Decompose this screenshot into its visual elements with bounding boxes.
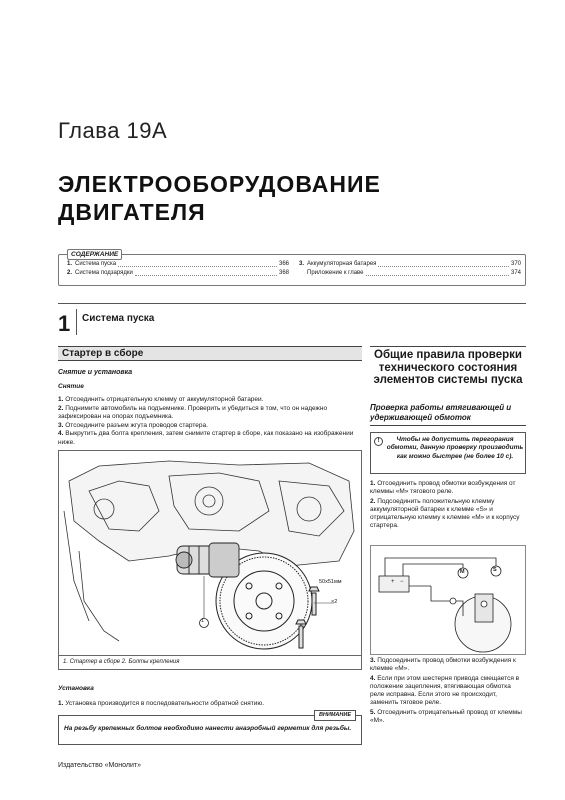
circuit-diagram bbox=[370, 545, 526, 655]
removal-steps bbox=[58, 396, 362, 447]
wiring-schematic bbox=[371, 546, 525, 654]
toc-entry-page: 374 bbox=[510, 270, 521, 276]
step-text: Если при этом шестерня привода смещается в положение зацепления, втягивающая обмотка реле исправна. Если этого не происходит, заменить тяговое реле. bbox=[370, 674, 520, 707]
step-number: 2. bbox=[58, 404, 64, 412]
step-item bbox=[58, 430, 362, 447]
step-number: 3. bbox=[370, 657, 376, 664]
toc-column-right bbox=[299, 260, 521, 278]
section-title: Система пуска bbox=[82, 313, 155, 324]
toc-leader bbox=[378, 260, 509, 267]
step-text: Установка производится в последовательности обратной снятию. bbox=[65, 700, 265, 707]
section-divider bbox=[58, 303, 526, 304]
procedure-heading: Снятие и установка bbox=[58, 369, 133, 376]
toc-entry[interactable] bbox=[299, 260, 521, 269]
toc-entry-page: 366 bbox=[278, 261, 289, 267]
toc-leader bbox=[135, 269, 277, 276]
warning-box bbox=[58, 712, 362, 745]
starter-figure bbox=[58, 450, 362, 670]
callout-quantity: ×2 bbox=[331, 599, 338, 605]
step-number: 2. bbox=[370, 497, 376, 505]
toc-entry-page: 370 bbox=[510, 261, 521, 267]
toc-leader bbox=[366, 269, 509, 276]
step-text: Отсоединить отрицательную клемму от аккумуляторной батареи. bbox=[65, 396, 264, 403]
step-item bbox=[370, 657, 526, 674]
install-step bbox=[58, 700, 362, 709]
toc-label: СОДЕРЖАНИЕ bbox=[67, 249, 122, 260]
step-item bbox=[370, 480, 526, 497]
subsection-heading: Стартер в сборе bbox=[58, 346, 362, 361]
step-number: 5. bbox=[370, 708, 376, 716]
toc-entry-num bbox=[299, 269, 307, 278]
svg-text:+: + bbox=[391, 579, 395, 585]
terminal-m-label: M bbox=[460, 569, 465, 575]
note-text: Чтобы не допустить перегорания обмотки, данную проверку производить как можно быстрее (не более 10 с). bbox=[386, 436, 524, 460]
step-item bbox=[58, 396, 362, 405]
step-text: Отсоедините разъем жгута проводов стартера. bbox=[65, 421, 208, 429]
step-text: Отсоединить провод обмотки возбуждения от клеммы «М» тягового реле. bbox=[370, 480, 516, 496]
callout-bolt-size: 50x51мм bbox=[319, 579, 342, 585]
step-item bbox=[370, 675, 526, 708]
step-number: 1. bbox=[58, 700, 64, 707]
step-number: 4. bbox=[58, 430, 64, 437]
step-number: 4. bbox=[370, 674, 376, 682]
figure-caption: 1. Стартер в сборе 2. Болты крепления bbox=[59, 655, 361, 669]
toc-leader bbox=[118, 260, 277, 267]
toc-entry[interactable] bbox=[67, 260, 289, 269]
step-item bbox=[58, 422, 362, 431]
step-text: Поднимите автомобиль на подъемнике. Проверить и убедиться в том, что он надежно зафиксирован на опорах подъемника. bbox=[58, 404, 328, 420]
toc-column-left bbox=[67, 260, 289, 278]
toc-entry-num: 2. bbox=[67, 270, 73, 276]
title-line-2: ДВИГАТЕЛЯ bbox=[58, 199, 206, 225]
step-number: 1. bbox=[370, 480, 376, 487]
section-number-separator bbox=[76, 309, 77, 335]
warning-label: ВНИМАНИЕ bbox=[314, 710, 356, 721]
page-title bbox=[58, 170, 381, 226]
right-heading: Общие правила проверки технического состояния элементов системы пуска bbox=[370, 346, 526, 387]
title-line-1: ЭЛЕКТРООБОРУДОВАНИЕ bbox=[58, 171, 381, 197]
callout-1: 1 bbox=[201, 618, 205, 624]
step-item bbox=[58, 405, 362, 422]
install-label: Установка bbox=[58, 685, 94, 692]
check-steps-2 bbox=[370, 657, 526, 726]
engine-illustration bbox=[59, 451, 361, 655]
publisher-footer: Издательство «Монолит» bbox=[58, 762, 142, 769]
note-box bbox=[370, 432, 526, 474]
removal-label: Снятие bbox=[58, 383, 84, 390]
step-text: Отсоединить отрицательный провод от клеммы «М». bbox=[370, 708, 522, 725]
toc-entry-text: Аккумуляторная батарея bbox=[307, 261, 377, 267]
terminal-s-label: S bbox=[493, 567, 497, 573]
step-number: 1. bbox=[58, 396, 64, 403]
check-steps-1 bbox=[370, 480, 526, 532]
step-text: Подсоединить провод обмотки возбуждения к клемме «М». bbox=[370, 657, 516, 673]
toc-entry-text: Система подзарядки bbox=[75, 270, 133, 276]
toc-entry-num: 1. bbox=[67, 261, 73, 267]
toc-entry[interactable] bbox=[67, 269, 289, 278]
step-item bbox=[370, 498, 526, 531]
svg-text:−: − bbox=[400, 579, 404, 585]
toc-entry-page: 368 bbox=[278, 270, 289, 276]
step-text: Подсоединить положительную клемму аккумуляторной батареи к клемме «S» и отрицательную клемму к клемме «М» и к корпусу стартера. bbox=[370, 497, 520, 530]
exclamation-icon: ! bbox=[374, 437, 383, 446]
step-item bbox=[370, 709, 526, 726]
chapter-label: Глава 19А bbox=[58, 118, 168, 143]
toc-entry-text: Система пуска bbox=[75, 261, 117, 267]
warning-text: На резьбу крепежных болтов необходимо нанести анаэробный герметик для резьбы. bbox=[64, 725, 352, 732]
right-subheading: Проверка работы втягивающей и удерживающей обмоток bbox=[370, 403, 526, 426]
toc-entry-text: Приложение к главе bbox=[307, 270, 364, 276]
section-number: 1 bbox=[58, 311, 71, 336]
step-number: 3. bbox=[58, 421, 64, 429]
toc-entry[interactable] bbox=[299, 269, 521, 278]
step-text: Выкрутить два болта крепления, затем снимите стартер в сборе, как показано на изображении ниже. bbox=[58, 430, 354, 446]
table-of-contents bbox=[58, 251, 526, 286]
toc-entry-num: 3. bbox=[299, 261, 305, 267]
